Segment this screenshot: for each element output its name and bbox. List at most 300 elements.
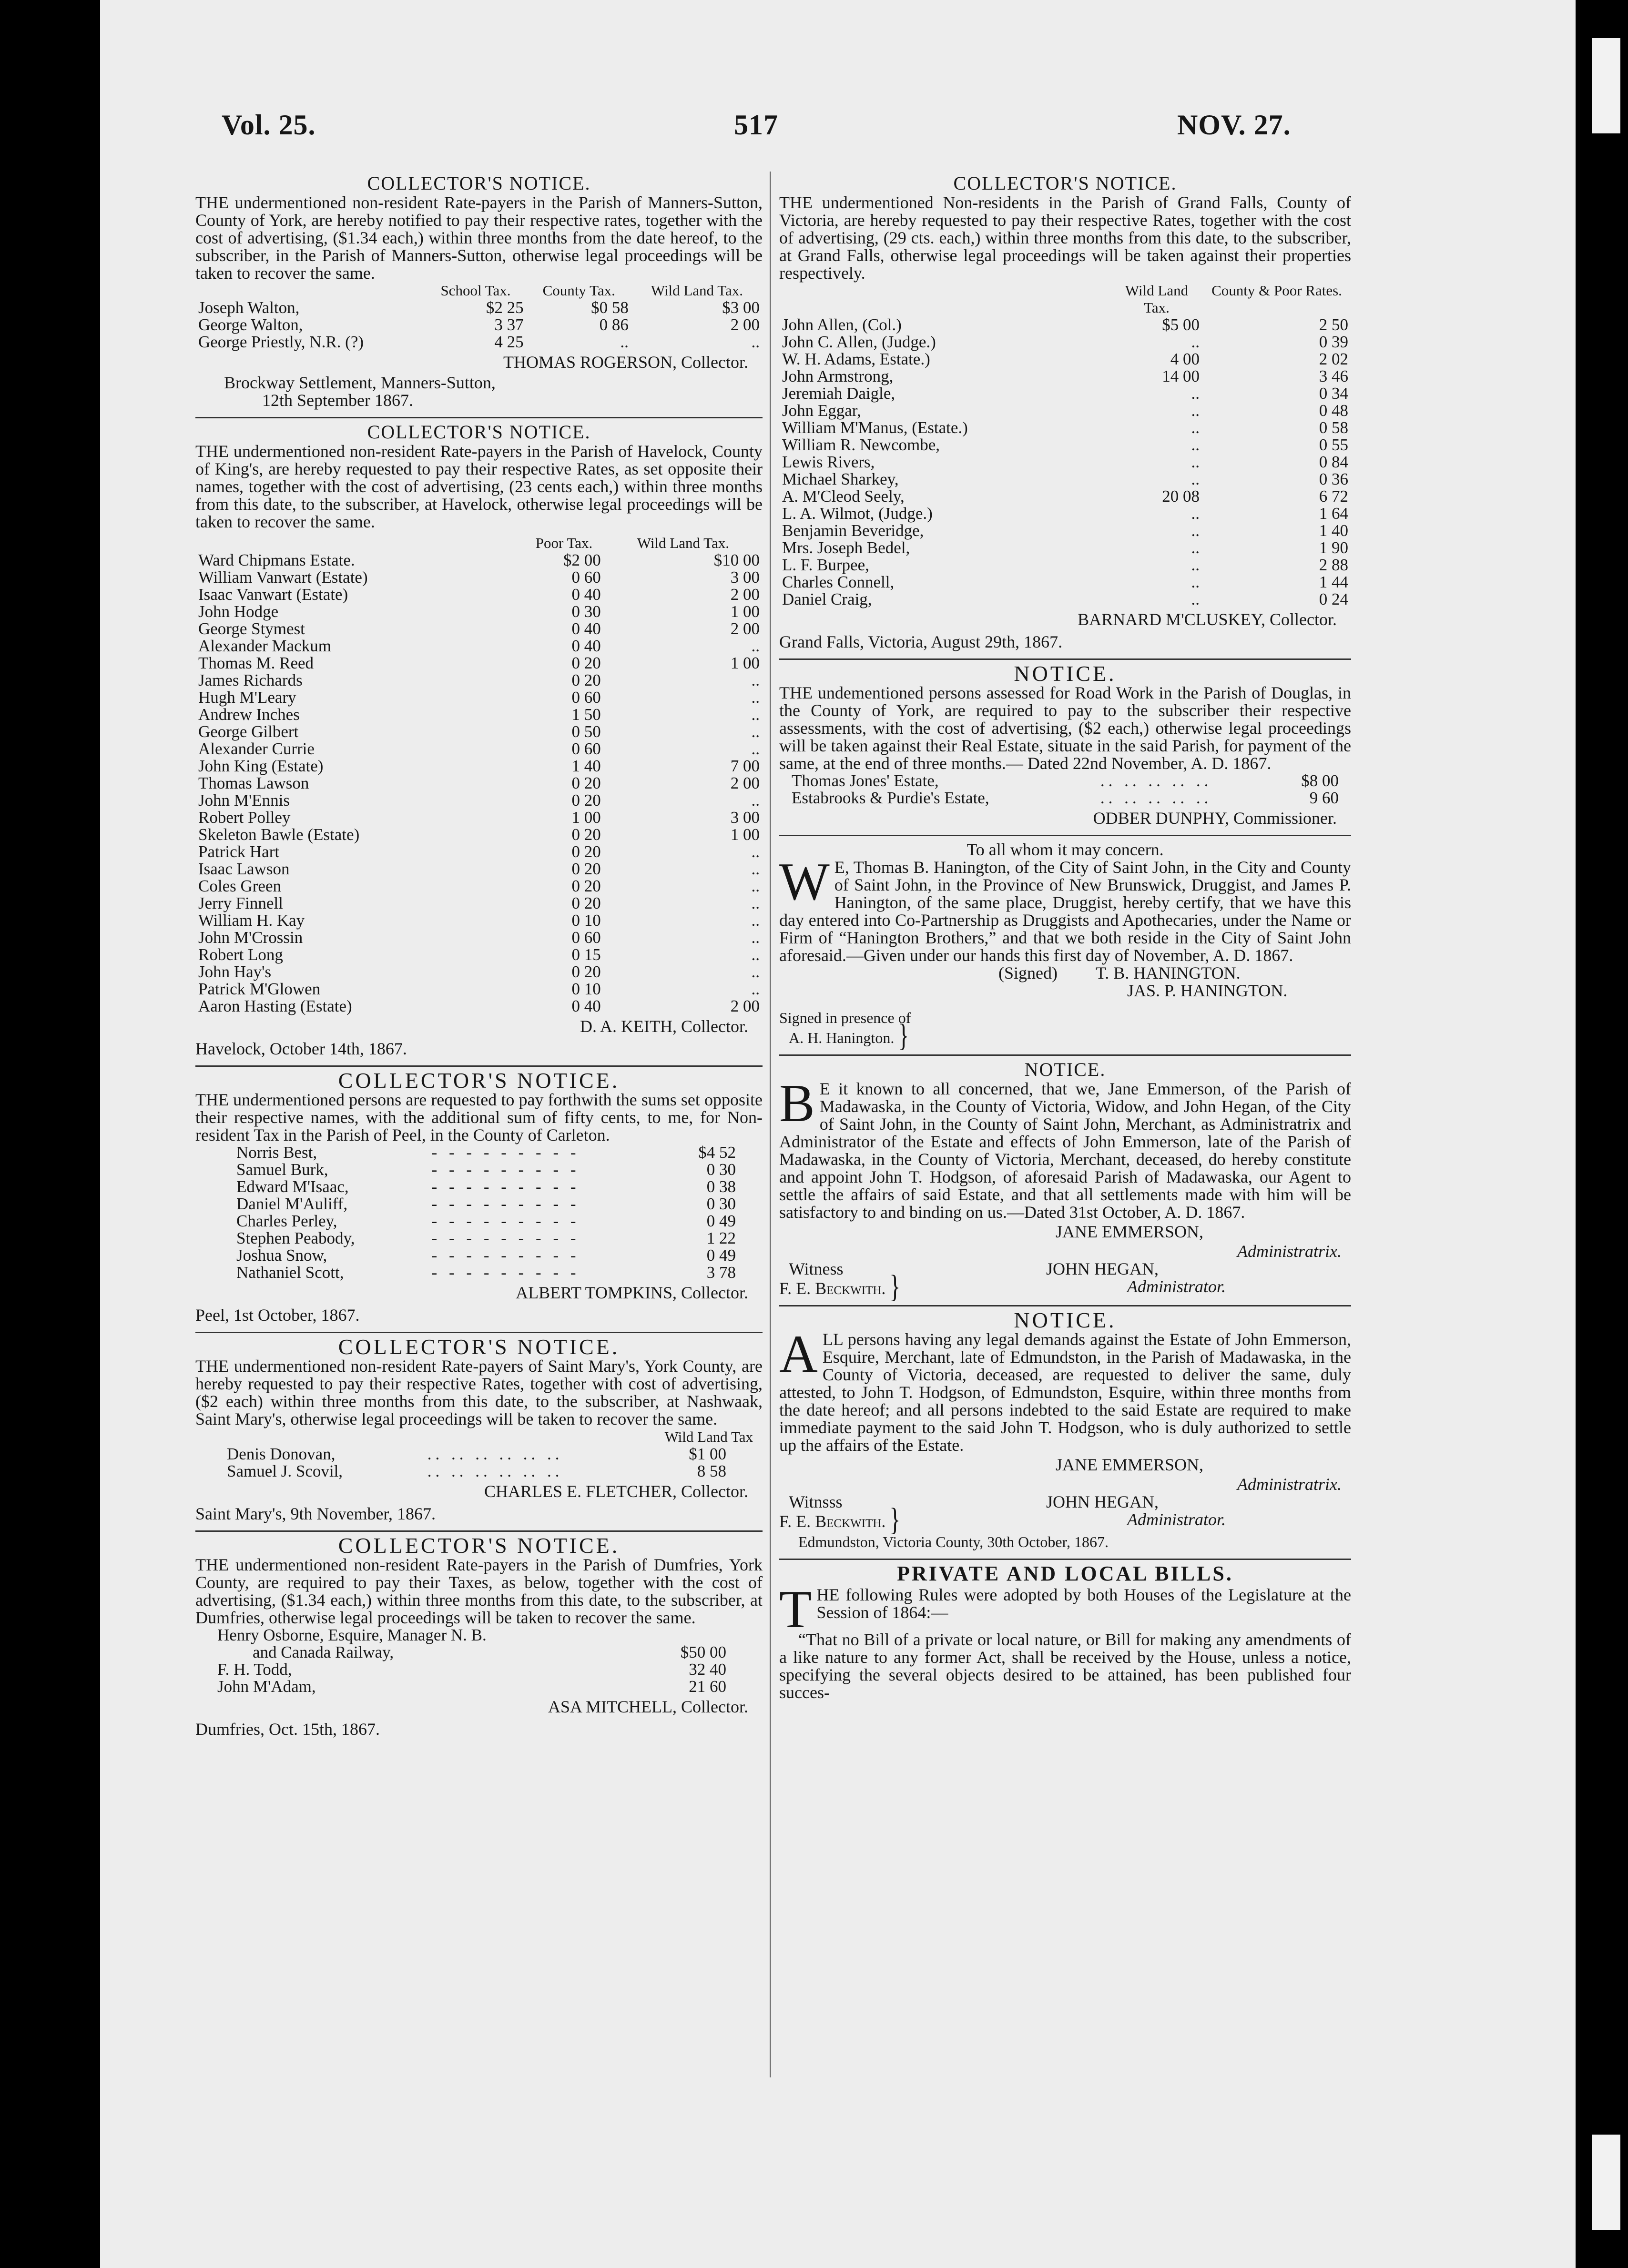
row-name: Jerry Finnell [198, 894, 283, 912]
table-row [195, 620, 763, 638]
table-row [195, 843, 763, 861]
signer-block [1046, 1493, 1226, 1530]
row-name: Norris Best, [236, 1143, 317, 1162]
row-value: 0 60 [571, 739, 601, 758]
table-row [779, 505, 1351, 522]
row-name: Samuel Burk, [236, 1160, 328, 1179]
collector-signature: THOMAS ROGERSON, Collector. [503, 353, 748, 372]
table-row [779, 368, 1351, 385]
row-name: Aaron Hasting (Estate) [198, 997, 352, 1015]
row-value: 0 30 [706, 1195, 736, 1213]
row-value: 0 55 [1319, 435, 1348, 454]
dot-leader: .. .. .. .. .. [1100, 789, 1212, 807]
notice-body: E it known to all concerned, that we, Jane Emmerson, of the Parish of Madawaska, in the County of Victoria, Widow, and John Hegan, of the City of Saint John, in the County of Saint John, Merchant, as Administratrix and Administrator of the Estate and effects of John Emmerson, late of the Parish of Madawaska, in the County of Victoria, Merchant, deceased, do hereby constitute and appoint John T. Hodgson, of aforesaid Parish of Madawaska, our Agent to settle the affairs of said Estate, and that all settlements made with him will be satisfactory to and binding on us.—Dated 31st October, A. D. 1867. [779, 1079, 1351, 1222]
notice-body: THE undementioned persons assessed for Road Work in the Parish of Douglas, in the County of York, are required to pay to the subscriber their respective assessments, with the cost of advertising, ($2 each,) otherwise legal proceedings will be taken against their Real Estate, situate in the said Parish, for payment of the same, at the end of three months.— Dated 22nd November, A. D. 1867. [779, 683, 1351, 773]
row-value: 0 20 [571, 774, 601, 792]
row-name: Patrick M'Glowen [198, 980, 321, 998]
table-row [779, 419, 1351, 436]
commissioner-signature: ODBER DUNPHY, Commissioner. [1093, 809, 1337, 828]
row-value: 4 00 [1170, 350, 1200, 368]
row-value: 0 20 [571, 842, 601, 861]
notice-body: HE following Rules were adopted by both Houses of the Legislature at the Session of 1864:— [816, 1585, 1351, 1622]
notice-emmerson-agent [779, 1059, 1351, 1305]
rule-quote: “That no Bill of a private or local nature, or Bill for making any amendments of a like nature to any former Act, shall be received by the House, unless a notice, specifying the several objects desired to be attained, has been published four succes- [779, 1630, 1351, 1702]
row-value: .. [1191, 453, 1200, 471]
role-2: Administrator. [1127, 1510, 1226, 1529]
table-row [224, 1446, 729, 1463]
row-name: William Vanwart (Estate) [198, 568, 368, 587]
col-head: Wild Land Tax [664, 1428, 753, 1445]
row-value: 1 64 [1319, 504, 1348, 523]
notice-dumfries [195, 1533, 763, 1739]
signer-2: JAS. P. HANINGTON. [1127, 981, 1288, 1000]
table-row [195, 655, 763, 672]
row-name: W. H. Adams, Estate.) [782, 350, 930, 368]
notice-saint-marys [195, 1335, 763, 1523]
table-row [234, 1195, 739, 1213]
collector-signature: CHARLES E. FLETCHER, Collector. [484, 1482, 748, 1501]
notice-peel [195, 1068, 763, 1325]
notice-title: COLLECTOR'S NOTICE. [367, 421, 591, 443]
row-value: $5 00 [1162, 315, 1200, 334]
col-head: Wild Land Tax. [1125, 282, 1189, 316]
col-head [195, 535, 524, 552]
row-value: 0 84 [1319, 453, 1348, 471]
row-value: .. [1191, 435, 1200, 454]
row-value: 0 39 [1319, 333, 1348, 351]
col-head: Wild Land Tax. [651, 282, 743, 299]
collector-signature: ASA MITCHELL, Collector. [548, 1697, 748, 1716]
notice-emmerson-estate [779, 1308, 1351, 1551]
row-value: .. [751, 842, 760, 861]
notice-title: NOTICE. [1014, 661, 1117, 686]
table-row [779, 539, 1351, 557]
role-2: Administrator. [1127, 1277, 1226, 1296]
dot-leader: - - - - - - - - - [431, 1160, 580, 1179]
row-name: Charles Connell, [782, 573, 895, 591]
table-row [195, 861, 763, 878]
row-name: John Hay's [198, 962, 272, 981]
dot-leader: - - - - - - - - - [431, 1177, 580, 1196]
row-name: L. A. Wilmot, (Judge.) [782, 504, 933, 523]
row-value: .. [751, 671, 760, 689]
row-value: .. [751, 860, 760, 878]
row-value: $1 00 [689, 1445, 726, 1463]
section-rule [195, 1065, 763, 1067]
row-value: .. [751, 962, 760, 981]
row-name: Jeremiah Daigle, [782, 384, 895, 403]
notice-place: Dumfries, Oct. 15th, 1867. [195, 1720, 380, 1739]
tax-table [789, 772, 1342, 807]
row-value: 3 00 [730, 568, 760, 587]
row-name: Alexander Currie [198, 739, 315, 758]
notice-place: Havelock, October 14th, 1867. [195, 1039, 407, 1058]
signer-1: JANE EMMERSON, [1056, 1222, 1204, 1241]
section-rule [779, 1559, 1351, 1560]
row-value: 0 49 [706, 1246, 736, 1265]
row-name: John Eggar, [782, 401, 861, 420]
table-row [779, 436, 1351, 454]
table-row [234, 1213, 739, 1230]
table-row: Joseph Walton, $2 25 $0 58 $3 00 [198, 298, 760, 317]
row-value: 0 40 [571, 619, 601, 638]
row-value: 0 60 [571, 928, 601, 947]
table-row [779, 574, 1351, 591]
table-row [195, 758, 763, 775]
row-value: 9 60 [1309, 789, 1339, 807]
witness-name: F. E. Beckwith. } [779, 1269, 901, 1305]
row-name: Stephen Peabody, [236, 1229, 355, 1247]
notice-body: THE undermentioned non-resident Rate-payers in the Parish of Dumfries, York County, are required to pay their Taxes, as below, together with the cost of advertising, ($1.34 each,) within three months from this date, to the subscriber, at Dumfries, otherwise legal proceedings will be taken to recover the same. [195, 1555, 763, 1627]
row-value: 0 10 [571, 980, 601, 998]
signer-block [1046, 1260, 1226, 1297]
col-head [195, 282, 425, 299]
table-row [234, 1264, 739, 1281]
row-name: George Stymest [198, 619, 305, 638]
row-name: Charles Perley, [236, 1212, 337, 1230]
witness-row [779, 1259, 1351, 1305]
row-name: Daniel M'Auliff, [236, 1195, 348, 1213]
notice-body: THE undermentioned non-resident Rate-payers of Saint Mary's, York County, are hereby requested to pay their respective Rates, together with cost of advertising, ($2 each) within three months from this date, to the subscriber, at Nashwaak, Saint Mary's, otherwise legal proceedings will be taken to recover the same. [195, 1357, 763, 1428]
row-name: Edward M'Isaac, [236, 1177, 349, 1196]
notice-title: NOTICE. [1014, 1308, 1117, 1332]
row-value: 1 00 [571, 808, 601, 827]
section-rule [195, 1530, 763, 1532]
dot-leader: - - - - - - - - - [431, 1246, 580, 1265]
table-row [234, 1230, 739, 1247]
table-row [195, 963, 763, 981]
column-divider [770, 172, 771, 2077]
row-value: .. [751, 791, 760, 810]
notice-douglas [779, 661, 1351, 828]
table-row [195, 638, 763, 655]
table-row [195, 998, 763, 1015]
col-head: School Tax. [440, 282, 511, 299]
notice-body: E, Thomas B. Hanington, of the City of Saint John, in the City and County of Saint John, in the Province of New Brunswick, Druggist, and James P. Hanington, of the same place, Druggist, hereby certify, that we have this day entered into Co-Partnership as Druggists and Apothecaries, under the Name or Firm of “Hanington Brothers,” and that we both reside in the City of Saint John aforesaid.—Given under our hands this first day of November, A. D. 1867. [779, 858, 1351, 965]
dot-leader: - - - - - - - - - [431, 1229, 580, 1247]
row-name: Alexander Mackum [198, 637, 331, 655]
notice-manners-sutton [195, 174, 763, 409]
row-name: Michael Sharkey, [782, 470, 899, 488]
row-name: Coles Green [198, 877, 281, 895]
drop-cap: W [779, 852, 830, 911]
table-row [195, 981, 763, 998]
row-value: 1 50 [571, 705, 601, 724]
table-row [234, 1247, 739, 1264]
row-value: 0 40 [571, 637, 601, 655]
notice-body-wrap [779, 1325, 1351, 1455]
witness-block [779, 1492, 1046, 1538]
dot-leader: .. .. .. .. .. [1100, 771, 1212, 790]
row-name: Skeleton Bawle (Estate) [198, 825, 360, 844]
row-name: Andrew Inches [198, 705, 300, 724]
row-name: Denis Donovan, [227, 1445, 336, 1463]
row-name: Samuel J. Scovil, [227, 1462, 343, 1480]
row-value: 2 50 [1319, 315, 1348, 334]
row-value: 2 00 [730, 585, 760, 604]
row-name: William M'Manus, (Estate.) [782, 418, 968, 437]
table-row [195, 929, 763, 946]
row-name: Isaac Vanwart (Estate) [198, 585, 348, 604]
witness-label: Signed in presence of [779, 1009, 911, 1026]
section-rule [779, 658, 1351, 660]
row-value: .. [751, 928, 760, 947]
table-row [195, 689, 763, 706]
notice-place: Brockway Settlement, Manners-Sutton, [224, 373, 496, 392]
row-value: 0 20 [571, 825, 601, 844]
row-value: 0 10 [571, 911, 601, 930]
notice-place: Saint Mary's, 9th November, 1867. [195, 1504, 436, 1523]
dot-leader: - - - - - - - - - [431, 1263, 580, 1282]
row-name: L. F. Burpee, [782, 556, 869, 574]
witness-block [779, 1259, 1046, 1305]
row-name: William H. Kay [198, 911, 305, 930]
table-row [195, 552, 763, 569]
notice-body: THE undermentioned Non-residents in the Parish of Grand Falls, County of Victoria, are hereby requested to pay their respective Rates, together with the cost of advertising, (29 cts. each,) within three months from this date, to the subscriber, at Grand Falls, otherwise legal proceedings will be taken against their properties respectively. [779, 193, 1351, 283]
dot-leader: - - - - - - - - - [431, 1212, 580, 1230]
notice-title: COLLECTOR'S NOTICE. [338, 1533, 620, 1558]
row-value: 0 20 [571, 654, 601, 672]
row-value: 0 20 [571, 791, 601, 810]
row-name: William R. Newcombe, [782, 435, 940, 454]
scan-edge-mark-right [1592, 38, 1620, 133]
row-value: .. [1191, 504, 1200, 523]
notice-place: Peel, 1st October, 1867. [195, 1306, 360, 1325]
row-name: John Hodge [198, 602, 279, 621]
row-value: 0 60 [571, 688, 601, 707]
witness-name: F. E. Beckwith. } [779, 1502, 901, 1538]
drop-cap: B [779, 1074, 815, 1133]
row-name: John Armstrong, [782, 367, 894, 385]
col-head [779, 282, 1111, 316]
row-name: George Gilbert [198, 722, 299, 741]
notice-title: NOTICE. [1024, 1059, 1106, 1080]
table-row [779, 557, 1351, 574]
row-name: Lewis Rivers, [782, 453, 875, 471]
row-value: 0 50 [571, 722, 601, 741]
brace-icon: } [889, 1269, 901, 1305]
row-name: John M'Ennis [198, 791, 290, 810]
volume-label: Vol. 25. [222, 109, 316, 141]
tax-table [224, 1446, 729, 1480]
collector-signature: ALBERT TOMPKINS, Collector. [516, 1283, 748, 1302]
row-value: .. [1191, 333, 1200, 351]
notice-title: COLLECTOR'S NOTICE. [338, 1335, 620, 1359]
row-value: .. [1191, 573, 1200, 591]
row-value: 1 00 [730, 602, 760, 621]
table-row [779, 351, 1351, 368]
table-row [195, 740, 763, 758]
witness-label: Witness [789, 1259, 844, 1278]
scan-edge-mark-right-lower [1592, 2135, 1620, 2230]
row-name: Patrick Hart [198, 842, 280, 861]
private-local-bills [779, 1562, 1351, 1702]
table-row [195, 586, 763, 603]
row-name: A. M'Cleod Seely, [782, 487, 905, 506]
row-value: 2 88 [1319, 556, 1348, 574]
section-rule [779, 1305, 1351, 1306]
table-row [195, 603, 763, 620]
row-value: 2 00 [730, 997, 760, 1015]
dot-leader: .. .. .. .. .. .. [427, 1445, 563, 1463]
row-value: 0 30 [571, 602, 601, 621]
row-value: .. [1191, 521, 1200, 540]
table-row [195, 895, 763, 912]
row-value: .. [1191, 590, 1200, 608]
table-row: John M'Adam, 21 60 [217, 1677, 726, 1696]
row-name: Thomas M. Reed [198, 654, 314, 672]
row-value: 0 30 [706, 1160, 736, 1179]
table-row [195, 723, 763, 740]
row-name: John C. Allen, (Judge.) [782, 333, 936, 351]
newspaper-page [100, 0, 1576, 2268]
row-name: Estabrooks & Purdie's Estate, [792, 789, 989, 807]
table-row [224, 1463, 729, 1480]
row-value: .. [1191, 418, 1200, 437]
tax-table [214, 1627, 729, 1695]
row-value: 1 22 [706, 1229, 736, 1247]
table-row [234, 1144, 739, 1161]
tax-table [195, 282, 763, 351]
table-row [779, 488, 1351, 505]
table-row [789, 772, 1342, 790]
row-value: .. [1191, 401, 1200, 420]
row-value: $10 00 [713, 551, 760, 569]
row-value: .. [1191, 384, 1200, 403]
row-name: Mrs. Joseph Bedel, [782, 538, 910, 557]
table-row [234, 1161, 739, 1178]
row-name: Benjamin Beveridge, [782, 521, 924, 540]
notice-title: COLLECTOR'S NOTICE. [367, 172, 591, 194]
row-name: Thomas Lawson [198, 774, 309, 792]
row-value: 0 20 [571, 671, 601, 689]
row-value: 0 40 [571, 585, 601, 604]
row-value: 0 20 [571, 894, 601, 912]
row-value: 0 20 [571, 877, 601, 895]
signer-1: JANE EMMERSON, [1056, 1455, 1204, 1474]
row-value: .. [1191, 556, 1200, 574]
signer-2: JOHN HEGAN, [1046, 1492, 1159, 1511]
notice-title: COLLECTOR'S NOTICE. [338, 1068, 620, 1093]
dot-leader: - - - - - - - - - [431, 1195, 580, 1213]
row-name: James Richards [198, 671, 303, 689]
table-row [789, 790, 1342, 807]
notice-date: 12th September 1867. [262, 391, 413, 410]
row-value: $4 52 [698, 1143, 736, 1162]
witness-row [779, 1492, 1351, 1538]
table-row [779, 591, 1351, 608]
row-value: 2 02 [1319, 350, 1348, 368]
row-value: 1 40 [1319, 521, 1348, 540]
row-value: 0 24 [1319, 590, 1348, 608]
row-value: 3 00 [730, 808, 760, 827]
dot-leader: .. .. .. .. .. .. [427, 1462, 563, 1480]
row-value: .. [751, 688, 760, 707]
row-value: 1 00 [730, 825, 760, 844]
role-1: Administratrix. [1237, 1242, 1342, 1261]
row-name: Ward Chipmans Estate. [198, 551, 355, 569]
table-row [779, 471, 1351, 488]
row-value: 0 20 [571, 860, 601, 878]
table-row: F. H. Todd, 32 40 [217, 1660, 726, 1679]
row-value: .. [751, 705, 760, 724]
role-1: Administratrix. [1237, 1475, 1342, 1494]
row-value: 0 20 [571, 962, 601, 981]
table-row [195, 792, 763, 809]
row-value: 2 00 [730, 774, 760, 792]
table-row [779, 402, 1351, 419]
witness-name: A. H. Hanington. } [789, 1018, 909, 1053]
row-value: 0 34 [1319, 384, 1348, 403]
brace-icon: } [889, 1502, 901, 1538]
row-name: Thomas Jones' Estate, [792, 771, 939, 790]
brace-icon: } [898, 1018, 909, 1053]
row-value: 2 00 [730, 619, 760, 638]
notice-body: LL persons having any legal demands against the Estate of John Emmerson, Esquire, Merchant, late of Edmundston, in the Parish of Madawaska, in the County of Victoria, deceased, are requested to deliver the same, duly attested, to John T. Hodgson, of Edmundston, Esquire, within three months from the date hereof; and all persons indebted to the said Estate are required to make immediate payment to the said John T. Hodgson, who is duly authorized to settle up the affairs of the Estate. [779, 1330, 1351, 1455]
notice-copartnership [779, 840, 1351, 1053]
row-name: Daniel Craig, [782, 590, 872, 608]
row-value: 8 58 [697, 1462, 726, 1480]
row-name: Robert Polley [198, 808, 291, 827]
row-name: Robert Long [198, 945, 283, 964]
left-column [195, 172, 763, 1740]
table-row [195, 878, 763, 895]
row-value: 1 40 [571, 757, 601, 775]
table-row [779, 454, 1351, 471]
col-head: County & Poor Rates. [1211, 282, 1342, 299]
row-value: .. [751, 739, 760, 758]
signed-label: (Signed) T. B. HANINGTON. [998, 963, 1241, 982]
row-value: .. [1191, 538, 1200, 557]
tax-table [234, 1144, 739, 1281]
row-name: Joshua Snow, [236, 1246, 327, 1265]
col-head: Wild Land Tax. [637, 535, 729, 551]
row-value: 3 46 [1319, 367, 1348, 385]
notice-body-wrap [779, 1580, 1351, 1639]
row-value: 0 49 [706, 1212, 736, 1230]
table-row [779, 385, 1351, 402]
row-value: .. [751, 637, 760, 655]
table-row: Henry Osborne, Esquire, Manager N. B. [217, 1626, 487, 1644]
row-value: .. [751, 722, 760, 741]
table-row: and Canada Railway, $50 00 [253, 1643, 726, 1661]
row-value: 14 00 [1162, 367, 1200, 385]
witness-label: Witnsss [789, 1492, 843, 1511]
row-value: .. [751, 980, 760, 998]
row-value: 0 36 [1319, 470, 1348, 488]
row-value: .. [751, 911, 760, 930]
row-name: Hugh M'Leary [198, 688, 296, 707]
tax-table [779, 282, 1351, 608]
notice-title: COLLECTOR'S NOTICE. [953, 172, 1177, 194]
witness-block [779, 1009, 1351, 1053]
drop-cap: T [779, 1580, 812, 1639]
row-value: 0 48 [1319, 401, 1348, 420]
row-value: 6 72 [1319, 487, 1348, 506]
row-name: Nathaniel Scott, [236, 1263, 344, 1282]
table-row: George Walton, 3 37 0 86 2 00 [198, 315, 760, 334]
table-row [195, 912, 763, 929]
table-row [195, 946, 763, 963]
row-name: John Allen, (Col.) [782, 315, 902, 334]
row-name: Isaac Lawson [198, 860, 290, 878]
row-value: 7 00 [730, 757, 760, 775]
dot-leader: - - - - - - - - - [431, 1143, 580, 1162]
table-row [195, 672, 763, 689]
section-rule [195, 1332, 763, 1333]
row-value: $8 00 [1301, 771, 1339, 790]
issue-date: NOV. 27. [1177, 109, 1291, 141]
